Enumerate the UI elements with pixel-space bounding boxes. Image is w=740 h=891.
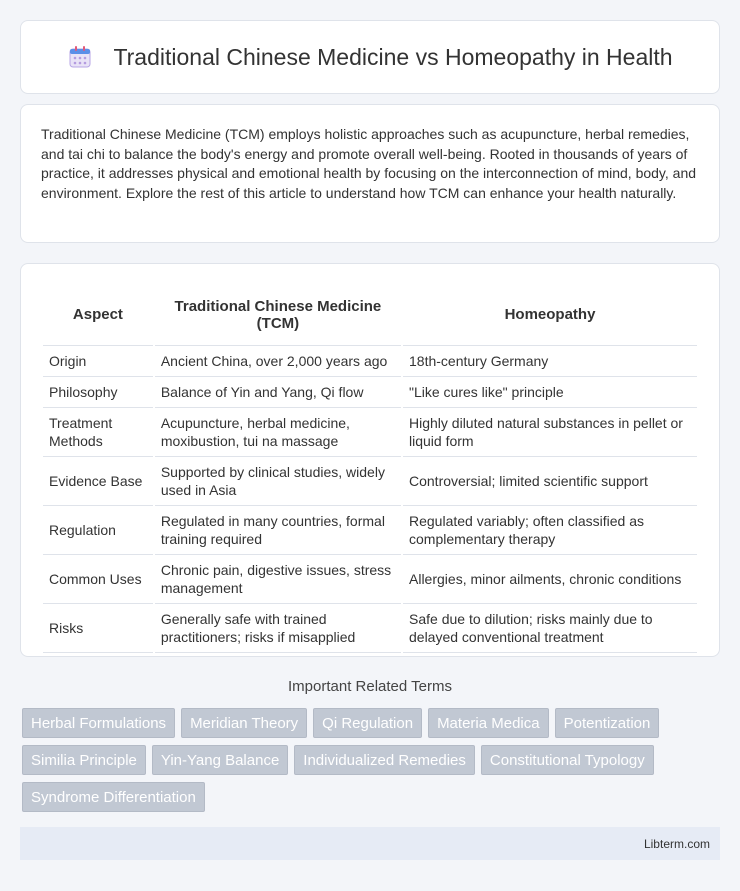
footer-site-link[interactable]: Libterm.com: [643, 836, 710, 851]
cell-homeopathy: Regulated variably; often classified as complementary therapy: [403, 506, 697, 555]
table-row: [43, 555, 697, 604]
term-tag[interactable]: Constitutional Typology: [481, 745, 654, 775]
calendar-icon: [67, 44, 93, 70]
cell-tcm: Supported by clinical studies, widely used in Asia: [155, 457, 401, 506]
cell-aspect: Regulation: [43, 506, 153, 555]
table-row: [43, 408, 697, 457]
table-row: [43, 457, 697, 506]
table-row: [43, 506, 697, 555]
term-tag[interactable]: Herbal Formulations: [22, 708, 175, 738]
cell-homeopathy: 18th-century Germany: [403, 346, 697, 377]
cell-homeopathy: Allergies, minor ailments, chronic conditions: [403, 555, 697, 604]
cell-aspect: Origin: [43, 346, 153, 377]
cell-aspect: Philosophy: [43, 377, 153, 408]
cell-tcm: Ancient China, over 2,000 years ago: [155, 346, 401, 377]
term-tag[interactable]: Materia Medica: [428, 708, 549, 738]
header-tcm: Traditional Chinese Medicine (TCM): [155, 284, 401, 346]
related-terms-list: [22, 708, 722, 812]
cell-tcm: Acupuncture, herbal medicine, moxibustion, tui na massage: [155, 408, 401, 457]
header-homeopathy: Homeopathy: [403, 284, 697, 346]
table-row: [43, 604, 697, 653]
cell-homeopathy: Controversial; limited scientific support: [403, 457, 697, 506]
page-title: Traditional Chinese Medicine vs Homeopathy in Health: [113, 43, 673, 70]
cell-aspect: Treatment Methods: [43, 408, 153, 457]
table-header-row: [43, 284, 697, 346]
related-terms-title: Important Related Terms: [288, 678, 452, 695]
cell-tcm: Chronic pain, digestive issues, stress management: [155, 555, 401, 604]
header-aspect: Aspect: [43, 284, 153, 346]
term-tag[interactable]: Syndrome Differentiation: [22, 782, 205, 812]
footer: [20, 827, 720, 860]
term-tag[interactable]: Yin-Yang Balance: [152, 745, 288, 775]
cell-aspect: Common Uses: [43, 555, 153, 604]
cell-aspect: Evidence Base: [43, 457, 153, 506]
term-tag[interactable]: Qi Regulation: [313, 708, 422, 738]
intro-card: [20, 104, 720, 243]
cell-aspect: Risks: [43, 604, 153, 653]
comparison-table: [41, 284, 699, 653]
cell-tcm: Balance of Yin and Yang, Qi flow: [155, 377, 401, 408]
intro-text: Traditional Chinese Medicine (TCM) employs holistic approaches such as acupuncture, herbal remedies, and tai chi to balance the body's energy and promote overall well-being. Rooted in thousands of years of practice, it addresses physical and emotional health by focusing on the interconnection of mind, body, and environment. Explore the rest of this article to understand how TCM can enhance your health naturally.: [41, 126, 697, 201]
cell-tcm: Generally safe with trained practitioners; risks if misapplied: [155, 604, 401, 653]
term-tag[interactable]: Individualized Remedies: [294, 745, 475, 775]
table-row: [43, 346, 697, 377]
cell-homeopathy: "Like cures like" principle: [403, 377, 697, 408]
table-row: [43, 377, 697, 408]
comparison-card: [20, 263, 720, 657]
cell-tcm: Regulated in many countries, formal training required: [155, 506, 401, 555]
term-tag[interactable]: Similia Principle: [22, 745, 146, 775]
cell-homeopathy: Safe due to dilution; risks mainly due to delayed conventional treatment: [403, 604, 697, 653]
header-card: [20, 20, 720, 94]
term-tag[interactable]: Meridian Theory: [181, 708, 307, 738]
term-tag[interactable]: Potentization: [555, 708, 660, 738]
cell-homeopathy: Highly diluted natural substances in pellet or liquid form: [403, 408, 697, 457]
